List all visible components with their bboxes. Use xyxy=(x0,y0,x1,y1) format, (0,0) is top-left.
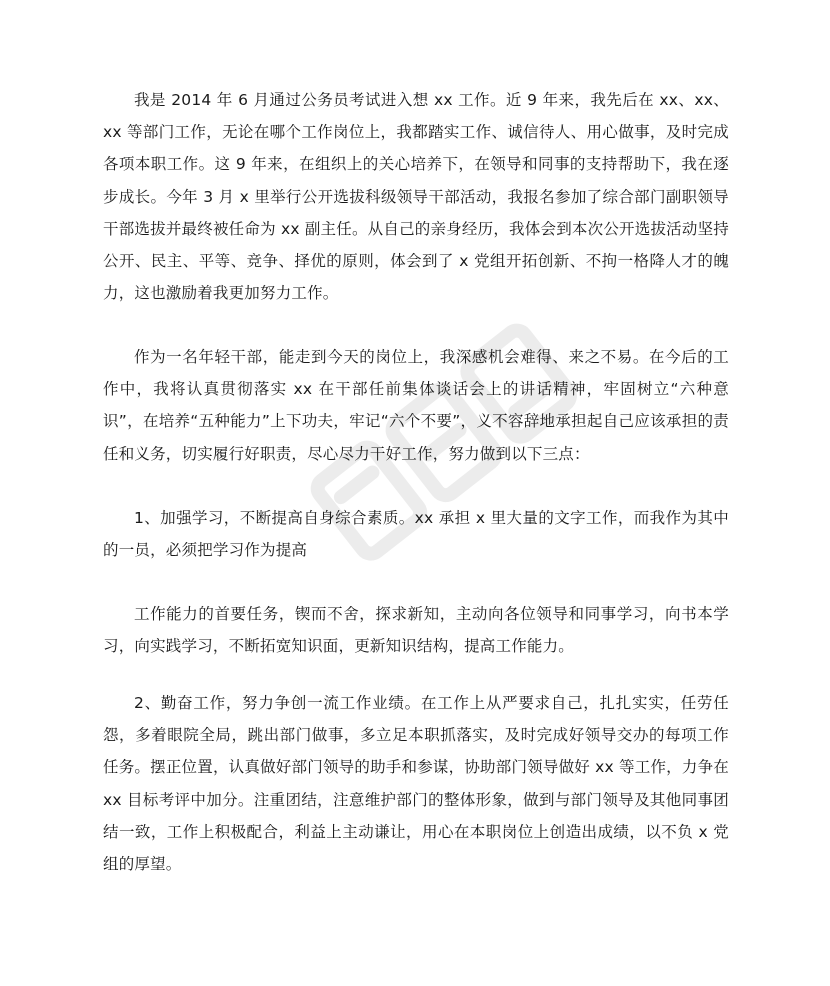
paragraph-intro: 我是 2014 年 6 月通过公务员考试进入想 xx 工作。近 9 年来，我先后在 xx、xx、xx 等部门工作，无论在哪个工作岗位上，我都踏实工作、诚信待人、用心做事，及时完成各项本职工作。这 9 年来，在组织上的关心培养下，在领导和同事的支持帮助下，我在逐步成长。今年 3 月 x 里举行公开选拔科级领导干部活动，我报名参加了综合部门副职领导干部选拔并最终被任命为 xx 副主任。从自己的亲身经历，我体会到本次公开选拔活动坚持公开、民主、平等、竞争、择优的原则，体会到了 x 党组开拓创新、不拘一格降人才的魄力，这也激励着我更加努力工作。 xyxy=(103,91,729,303)
paragraph-commitment: 作为一名年轻干部，能走到今天的岗位上，我深感机会难得、来之不易。在今后的工作中，我将认真贯彻落实 xx 在干部任前集体谈话会上的讲话精神，牢固树立“六种意识”，在培养“五种能力”上下功夫，牢记“六个不要”，义不容辞地承担起自己应该承担的责任和义务，切实履行好职责，尽心尽力干好工作，努力做到以下三点： xyxy=(103,348,729,463)
paragraph-point-1: 1、加强学习，不断提高自身综合素质。xx 承担 x 里大量的文字工作，而我作为其中的一员，必须把学习作为提高 xyxy=(103,509,729,560)
paragraph-point-1-continued: 工作能力的首要任务，锲而不舍，探求新知，主动向各位领导和同事学习，向书本学习，向实践学习，不断拓宽知识面，更新知识结构，提高工作能力。 xyxy=(103,605,729,656)
paragraph-point-2: 2、勤奋工作，努力争创一流工作业绩。在工作上从严要求自己，扎扎实实，任劳任怨，多着眼院全局，跳出部门做事，多立足本职抓落实，及时完成好领导交办的每项工作任务。摆正位置，认真做好部门领导的助手和参谋，协助部门领导做好 xx 等工作，力争在 xx 目标考评中加分。注重团结，注意维护部门的整体形象，做到与部门领导及其他同事团结一致，工作上积极配合，利益上主动谦让，用心在本职岗位上创造出成绩，以不负 x 党组的厚望。 xyxy=(103,694,729,874)
